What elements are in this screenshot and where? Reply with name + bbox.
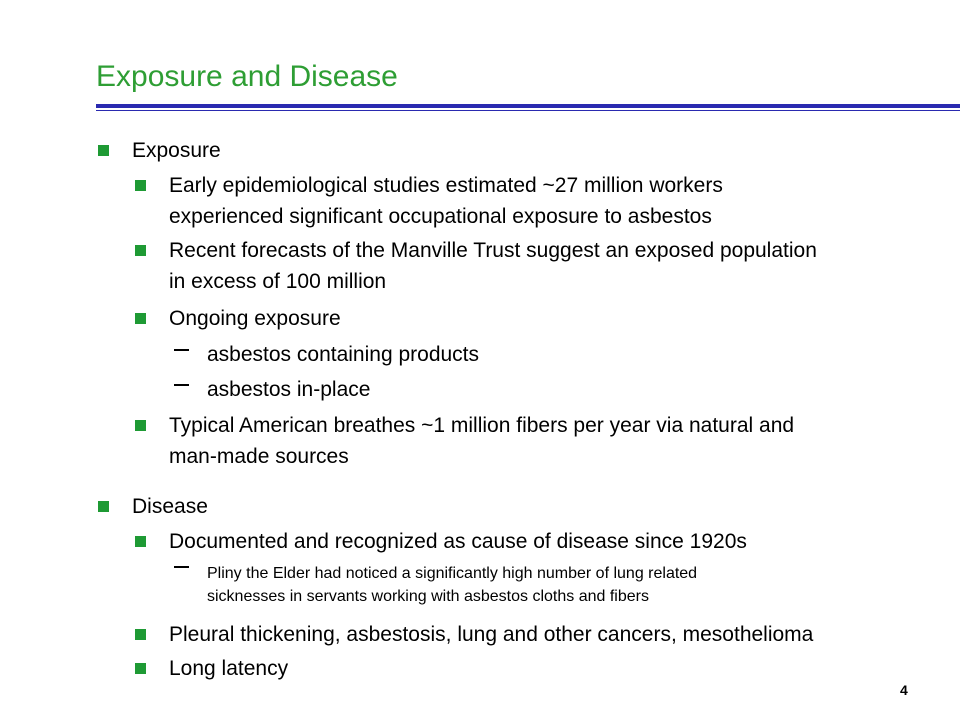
section-heading-disease: Disease [132, 495, 208, 518]
list-item-text: Long latency [169, 657, 289, 680]
list-item-text: man-made sources [169, 445, 349, 468]
dash-bullet-icon [174, 384, 189, 386]
bullet-square-icon [135, 536, 146, 547]
dash-bullet-icon [174, 349, 189, 351]
list-item-text: experienced significant occupational exposure to asbestos [169, 205, 712, 228]
sub-list-item-text: asbestos in-place [207, 378, 371, 401]
bullet-square-icon [135, 313, 146, 324]
list-item-text: Pleural thickening, asbestosis, lung and other cancers, mesothelioma [169, 623, 814, 646]
sub-list-item-text: asbestos containing products [207, 343, 480, 366]
bullet-square-icon [135, 180, 146, 191]
list-item-text: in excess of 100 million [169, 270, 387, 293]
bullet-square-icon [135, 629, 146, 640]
bullet-square-icon [135, 663, 146, 674]
list-item-text: Ongoing exposure [169, 307, 341, 330]
bullet-square-icon [135, 245, 146, 256]
bullet-square-icon [135, 420, 146, 431]
sub-list-item-text: Pliny the Elder had noticed a significantly high number of lung related [207, 565, 698, 582]
slide-title: Exposure and Disease [96, 60, 398, 93]
section-heading-exposure: Exposure [132, 139, 221, 162]
page-number: 4 [900, 682, 908, 698]
dash-bullet-icon [174, 566, 189, 568]
list-item-text: Typical American breathes ~1 million fibers per year via natural and [169, 414, 795, 437]
list-item-text: Recent forecasts of the Manville Trust suggest an exposed population [169, 239, 817, 262]
sub-list-item-text: sicknesses in servants working with asbestos cloths and fibers [207, 588, 649, 605]
bullet-square-icon [98, 501, 109, 512]
bullet-square-icon [98, 145, 109, 156]
list-item-text: Documented and recognized as cause of disease since 1920s [169, 530, 747, 553]
list-item-text: Early epidemiological studies estimated ~27 million workers [169, 174, 723, 197]
